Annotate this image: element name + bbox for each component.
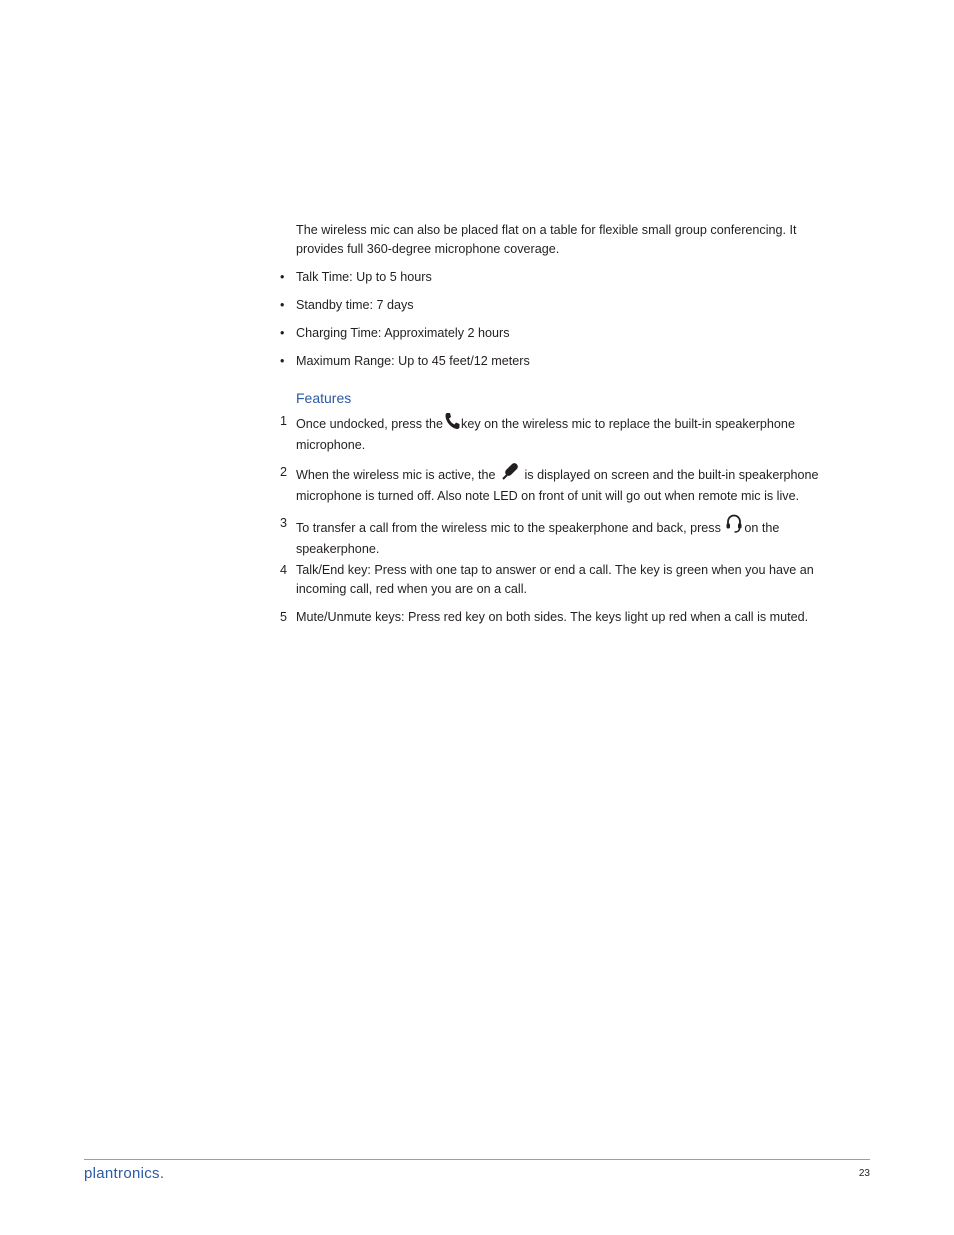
list-item <box>278 608 858 627</box>
step-number: 5 <box>280 610 288 624</box>
list-item <box>278 463 858 514</box>
step-number: 1 <box>280 414 288 428</box>
step-text: Once undocked, press the <box>296 417 444 431</box>
list-item <box>278 324 858 352</box>
list-item <box>278 412 858 463</box>
bullet-marker: • <box>280 298 285 312</box>
step-text: incoming call, red when you are on a call. <box>296 582 528 596</box>
bullet-text: Charging Time: Approximately 2 hours <box>296 326 510 340</box>
page-number: 23 <box>858 1168 870 1179</box>
specs-bullet-list <box>278 268 858 380</box>
step-text: Mute/Unmute keys: Press red key on both sides. The keys light up red when a call is muted. <box>296 610 809 624</box>
intro-line-2: provides full 360-degree microphone coverage. <box>296 242 560 256</box>
list-item <box>278 514 858 561</box>
features-numbered-list <box>278 412 858 627</box>
phone-handset-icon <box>444 412 460 436</box>
step-text: Talk/End key: Press with one tap to answer or end a call. The key is green when you have an <box>296 563 814 577</box>
step-text: microphone. <box>296 438 366 452</box>
step-text: To transfer a call from the wireless mic to the speakerphone and back, press <box>296 521 721 535</box>
features-heading: Features <box>296 390 352 406</box>
step-number: 4 <box>280 563 288 577</box>
step-text: When the wireless mic is active, the <box>296 468 496 482</box>
bullet-text: Maximum Range: Up to 45 feet/12 meters <box>296 354 530 368</box>
bullet-text: Talk Time: Up to 5 hours <box>296 270 432 284</box>
list-item <box>278 352 858 380</box>
step-text: on the <box>744 521 780 535</box>
bullet-marker: • <box>280 354 285 368</box>
step-text: speakerphone. <box>296 542 380 556</box>
step-number: 3 <box>280 516 288 530</box>
plantronics-logo: plantronics. <box>84 1165 165 1182</box>
headset-icon <box>725 514 743 540</box>
step-text: microphone is turned off. Also note LED on front of unit will go out when remote mic is live. <box>296 489 800 503</box>
bullet-marker: • <box>280 326 285 340</box>
bullet-text: Standby time: 7 days <box>296 298 414 312</box>
intro-paragraph <box>296 221 856 259</box>
intro-line-1: The wireless mic can also be placed flat on a table for flexible small group conferencing. It <box>296 223 797 237</box>
step-number: 2 <box>280 465 288 479</box>
list-item <box>278 296 858 324</box>
footer-divider <box>84 1159 870 1160</box>
microphone-icon <box>500 463 520 487</box>
list-item <box>278 561 858 608</box>
step-text: is displayed on screen and the built-in speakerphone <box>524 468 819 482</box>
step-text: key on the wireless mic to replace the built-in speakerphone <box>461 417 795 431</box>
bullet-marker: • <box>280 270 285 284</box>
list-item <box>278 268 858 296</box>
